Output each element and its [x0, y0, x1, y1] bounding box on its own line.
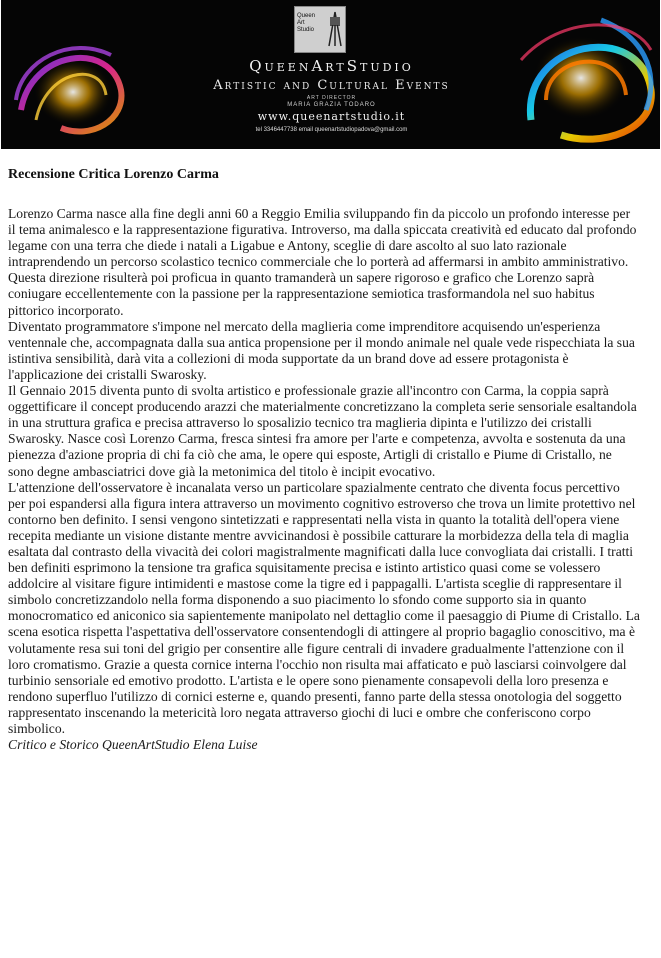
article-body: [8, 206, 640, 753]
logo-wordmark: Queen Art Studio: [297, 13, 316, 33]
director-role: ART DIRECTOR: [306, 95, 357, 101]
website-url: www.queenartstudio.it: [257, 110, 406, 123]
paragraph: Lorenzo Carma nasce alla fine degli anni 60 a Reggio Emilia sviluppando fin da piccolo un profondo interesse per il tema animalesco e la rappresentazione figurativa. Introverso, ma dalla spiccata creatività ed educato dal profondo legame con una terra che diede i natali a Ligabue e Antony, sceglie di dare ascolto al suo lato razionale intraprendendo un percorso scolastico tecnico commerciale che lo porterà ad affermarsi in ambito amministrativo. Questa direzione risulterà poi proficua in quanto tramanderà un sapere rigoroso e grafico che Lorenzo saprà coniugare eccellentemente con la passione per la rappresentazione semiotica trasformandola nel suo habitus pittorico incorporato.: [8, 206, 637, 318]
author-signature: Critico e Storico QueenArtStudio Elena Luise: [8, 737, 258, 753]
article-title: Recensione Critica Lorenzo Carma: [8, 167, 219, 182]
paragraph: L'attenzione dell'osservatore è incanalata verso un particolare spazialmente centrato che diventa focus percettivo per poi espandersi alla figura intera attraverso un movimento cognitivo estroverso che trova un limite protettivo nel contorno ben definito. I sensi vengono sintetizzati e rappresentati nella vista in quanto la totalità dell'opera viene recepita mediante un visione distante mentre avvicinandosi è possibile catturare la morbidezza della tela di maglia esaltata dal contrasto della vivacità dei colori magistralmente magnificati dalla luce convogliata dai cristalli. I tratti ben definiti esprimono la tensione tra grafica squisitamente precisa e istinto artistico quasi come se volessero addolcire al visitare figure intimidenti e mastose come la tigre ed i pappagalli. L'artista sceglie di rappresentare il simbolo concretizzandolo nella forma disponendo a suo piacimento lo sfondo come supporto sia in quanto monocromatico ed aniconico sia sapientemente manipolato nel dettaglio come il paesaggio di Piume di Cristallo. La scena esotica rispetta l'aspettativa dell'osservatore consentendogli di attingere al proprio bagaglio conoscitivo, ma è volutamente resa sui toni del grigio per consentire alle figure centrali di invadere gradualmente l'attenzione con il loro cromatismo. Grazie a questa cornice interna l'occhio non risulta mai affaticato e può lasciarsi coinvolgere dal turbinio sensoriale ed emotivo prodotto. L'artista e le opere sono pienamente consapevoli della loro presenza e rendono superfluo l'utilizzo di cornici esterne e, quando presenti, fanno parte della stessa onotologia del soggetto rappresentato inscenando la metericità loro negata attraverso giochi di luci e ombre che conferiscono corpo simbolico.: [8, 479, 640, 736]
brand-subtitle: Artistic and Cultural Events: [213, 78, 450, 93]
brand-name: QueenArtStudio: [249, 57, 414, 75]
header-banner: [1, 0, 660, 149]
paragraph: Diventato programmatore s'impone nel mercato della maglieria come imprenditore acquisendo un'esperienza ventennale che, accompagnata dalla sua antica propensione per il mondo animale nel quale vede rispecchiata la sua istintiva sensibilità, darà vita a collezioni di moda supportate da un brand dove ad essere protagonista è l'applicazione dei cristalli Swarosky.: [8, 318, 635, 382]
easel-icon: [327, 11, 343, 47]
paragraph: Il Gennaio 2015 diventa punto di svolta artistico e professionale grazie all'incontro con Carma, la coppia saprà oggettificare il concept producendo arazzi che materialmente concretizzano la completa serie sensoriale esaltandola in una struttura grafica e precisa attraverso lo sposalizio tecnico tra maglieria dipinta e l'utilizzo dei cristalli Swarosky. Nasce così Lorenzo Carma, fresca sintesi fra amore per l'arte e competenza, avvolta e sostenuta da una pienezza d'azione propria di chi fa ciò che ama, le opere qui esposte, Artigli di cristallo e Piume di Cristallo, ne sono degne ambasciatrici dove già la metonimica del titolo è incipit evocativo.: [8, 383, 637, 479]
contact-info: tel 3346447738 email queenartstudiopadova@gmail.com: [255, 127, 408, 133]
studio-logo: [294, 6, 346, 53]
director-name: MARIA GRAZIA TODARO: [287, 102, 376, 108]
